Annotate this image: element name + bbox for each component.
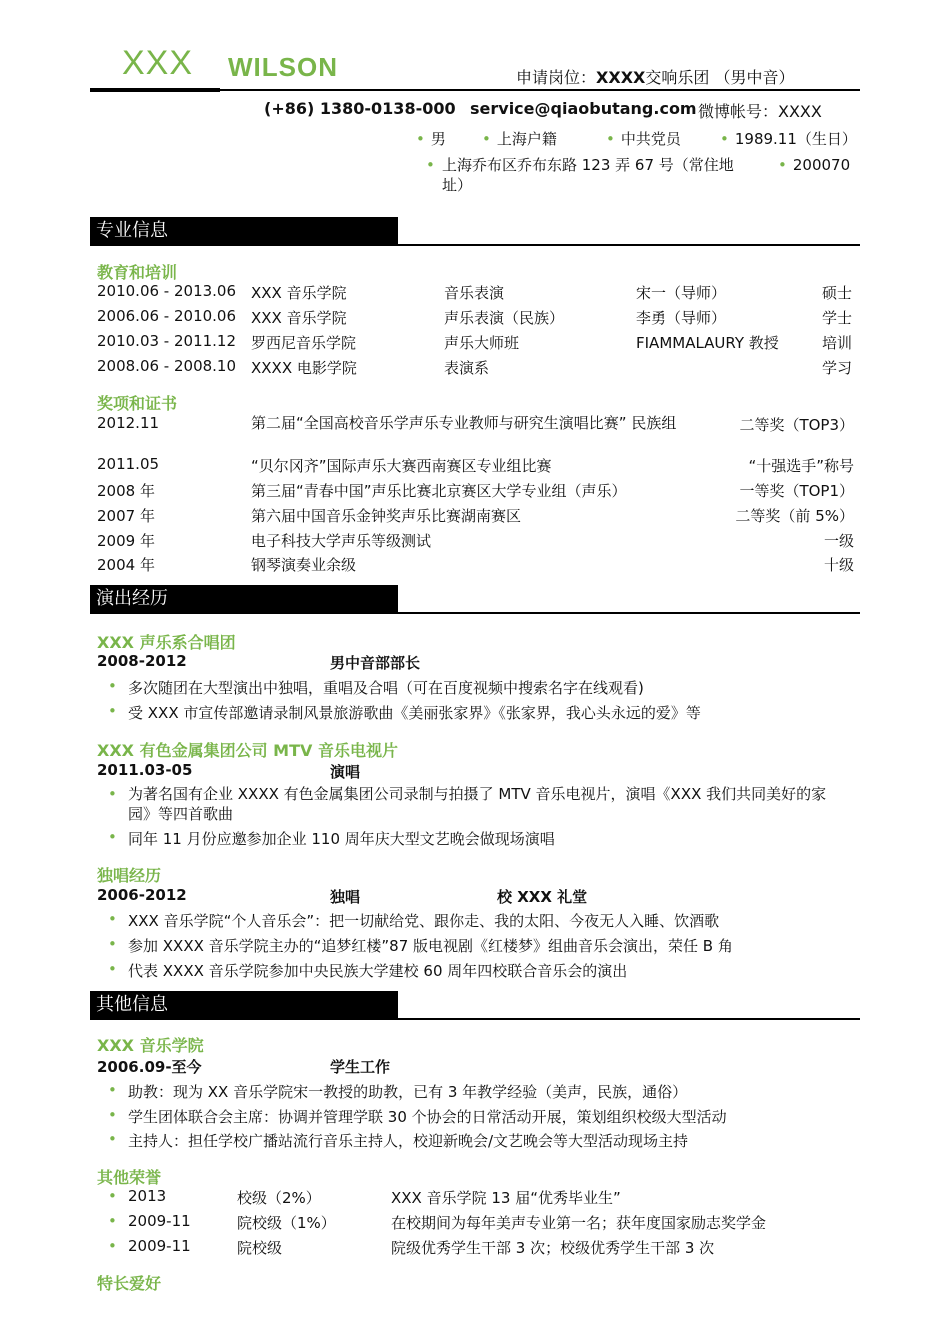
list-item: 助教：现为 XX 音乐学院宋一教授的助教，已有 3 年教学经验（美声，民族，通俗） [128, 1083, 688, 1101]
honor-year: 2009-11 [128, 1212, 191, 1230]
school-period: 2006.09-至今 [97, 1058, 202, 1076]
edu-major: 声乐大师班 [444, 334, 520, 352]
school-role: 学生工作 [330, 1058, 391, 1076]
award-result: 一级 [823, 532, 854, 550]
list-item: 为著名国有企业 XXXX 有色金属集团公司录制与拍摄了 MTV 音乐电视片，演唱《XXX 我们共同美好的家园》等四首歌曲 [128, 785, 827, 823]
honor-desc: 院级优秀学生干部 3 次；校级优秀学生干部 3 次 [391, 1239, 715, 1257]
list-item: XXX 音乐学院“个人音乐会”：把一切献给党、跟你走、我的太阳、今夜无人入睡、饮酒歌 [128, 912, 720, 930]
award-result: 十级 [823, 556, 854, 574]
choir-title: XXX 声乐系合唱团 [97, 633, 236, 652]
list-item: 多次随团在大型演出中独唱，重唱及合唱（可在百度视频中搜索名字在线观看) [128, 679, 644, 697]
honor-year: 2013 [128, 1187, 167, 1205]
choir-role: 男中音部部长 [330, 654, 421, 672]
award-year: 2004 年 [97, 556, 155, 574]
section-professional: 专业信息 [90, 217, 398, 245]
award-result: 一等奖（TOP1） [739, 482, 854, 500]
edu-degree: 硕士 [822, 284, 853, 302]
bullet-icon: • [108, 828, 117, 846]
edu-school: 罗西尼音乐学院 [251, 334, 357, 352]
bullet-icon: • [720, 130, 729, 148]
edu-degree: 培训 [822, 334, 853, 352]
school-title: XXX 音乐学院 [97, 1036, 204, 1055]
address-bullet [426, 156, 441, 174]
header-rule-thin [220, 89, 860, 91]
award-name: 第六届中国音乐金钟奖声乐比赛湖南赛区 [251, 507, 522, 525]
edu-major: 表演系 [444, 359, 490, 377]
award-year: 2011.05 [97, 455, 160, 473]
apply-position [516, 65, 794, 88]
edu-major: 声乐表演（民族） [444, 309, 565, 327]
mtv-role: 演唱 [330, 763, 361, 781]
bullet-icon: • [108, 702, 117, 720]
award-name: “贝尔冈齐”国际声乐大赛西南赛区专业组比赛 [251, 457, 552, 475]
award-year: 2009 年 [97, 532, 155, 550]
list-item: 代表 XXXX 音乐学院参加中央民族大学建校 60 周年四校联合音乐会的演出 [128, 962, 628, 980]
list-item: 学生团体联合会主席：协调并管理学联 30 个协会的日常活动开展，策划组织校级大型活动 [128, 1108, 727, 1126]
header-rule-thick [90, 88, 220, 92]
first-name: XXX [122, 44, 194, 82]
award-result: 二等奖（前 5%） [735, 507, 854, 525]
award-year: 2012.11 [97, 414, 160, 432]
list-item: 同年 11 月份应邀参加企业 110 周年庆大型文艺晚会做现场演唱 [128, 830, 555, 848]
award-year: 2008 年 [97, 482, 155, 500]
edu-major: 音乐表演 [444, 284, 505, 302]
solo-title: 独唱经历 [97, 866, 162, 885]
bullet-icon: • [108, 1212, 117, 1230]
section-line [90, 612, 860, 614]
section-other: 其他信息 [90, 991, 398, 1019]
awards-title: 奖项和证书 [97, 394, 178, 413]
honor-level: 院校级（1%） [237, 1214, 336, 1232]
apply-role: 交响乐团 （男中音） [645, 68, 795, 87]
honor-desc: XXX 音乐学院 13 届“优秀毕业生” [391, 1189, 621, 1207]
edu-degree: 学习 [822, 359, 853, 377]
award-result: 二等奖（TOP3） [739, 416, 854, 434]
bullet-icon: • [108, 785, 117, 803]
award-name: 钢琴演奏业余级 [251, 556, 357, 574]
bullet-icon: • [416, 130, 425, 148]
hukou: • 上海户籍 [482, 130, 557, 148]
bullet-icon: • [426, 156, 435, 174]
edu-advisor: 李勇（导师） [636, 309, 727, 327]
education-title: 教育和培训 [97, 263, 178, 282]
apply-org: XXXX [596, 68, 646, 87]
honor-level: 校级（2%） [237, 1189, 321, 1207]
party: • 中共党员 [606, 130, 681, 148]
birthday: • 1989.11（生日） [720, 130, 857, 148]
edu-date: 2008.06 - 2008.10 [97, 357, 237, 375]
gender: • 男 [416, 130, 446, 148]
honor-desc: 在校期间为每年美声专业第一名；获年度国家励志奖学金 [391, 1214, 767, 1232]
hobbies-title: 特长爱好 [97, 1274, 162, 1293]
apply-label: 申请岗位： [516, 68, 597, 87]
bullet-icon: • [108, 1106, 117, 1124]
edu-degree: 学士 [822, 309, 853, 327]
solo-period: 2006-2012 [97, 886, 187, 904]
bullet-icon: • [108, 935, 117, 953]
award-name: 第三届“青春中国”声乐比赛北京赛区大学专业组（声乐） [251, 482, 627, 500]
choir-period: 2008-2012 [97, 652, 187, 670]
bullet-icon: • [108, 1130, 117, 1148]
award-year: 2007 年 [97, 507, 155, 525]
edu-school: XXX 音乐学院 [251, 284, 347, 302]
bullet-icon: • [606, 130, 615, 148]
bullet-icon: • [108, 960, 117, 978]
section-line [90, 1018, 860, 1020]
last-name: WILSON [228, 52, 338, 82]
award-name: 第二届“全国高校音乐学声乐专业教师与研究生演唱比赛” 民族组 [251, 414, 677, 432]
phone: (+86) 1380-0138-000 [264, 99, 456, 118]
email[interactable]: service@qiaobutang.com [470, 99, 697, 118]
address: 上海乔布区乔布东路 123 弄 67 号（常住地址） [442, 156, 734, 194]
honor-year: 2009-11 [128, 1237, 191, 1255]
bullet-icon: • [108, 1237, 117, 1255]
edu-advisor: FIAMMALAURY 教授 [636, 334, 779, 352]
mtv-period: 2011.03-05 [97, 761, 193, 779]
bullet-icon: • [482, 130, 491, 148]
edu-school: XXX 音乐学院 [251, 309, 347, 327]
award-result: “十强选手”称号 [748, 457, 854, 475]
list-item: 主持人：担任学校广播站流行音乐主持人，校迎新晚会/文艺晚会等大型活动现场主持 [128, 1132, 689, 1150]
list-item: 参加 XXXX 音乐学院主办的“追梦红楼”87 版电视剧《红楼梦》组曲音乐会演出，荣任 B 角 [128, 937, 733, 955]
award-name: 电子科技大学声乐等级测试 [251, 532, 432, 550]
solo-role: 独唱 [330, 888, 361, 906]
bullet-icon: • [108, 910, 117, 928]
bullet-icon: • [108, 677, 117, 695]
zip: • 200070 [778, 156, 851, 174]
bullet-icon: • [778, 156, 787, 174]
section-performance: 演出经历 [90, 585, 398, 613]
edu-school: XXXX 电影学院 [251, 359, 357, 377]
weibo: 微博帐号：XXXX [698, 102, 822, 121]
edu-date: 2010.06 - 2013.06 [97, 282, 237, 300]
edu-date: 2010.03 - 2011.12 [97, 332, 237, 350]
solo-venue: 校 XXX 礼堂 [497, 888, 588, 906]
edu-advisor: 宋一（导师） [636, 284, 727, 302]
bullet-icon: • [108, 1187, 117, 1205]
honors-title: 其他荣誉 [97, 1168, 162, 1187]
section-line [90, 244, 860, 246]
bullet-icon: • [108, 1081, 117, 1099]
honor-level: 院校级 [237, 1239, 283, 1257]
mtv-title: XXX 有色金属集团公司 MTV 音乐电视片 [97, 741, 398, 760]
list-item: 受 XXX 市宣传部邀请录制风景旅游歌曲《美丽张家界》《张家界，我心头永远的爱》等 [128, 704, 701, 722]
edu-date: 2006.06 - 2010.06 [97, 307, 237, 325]
